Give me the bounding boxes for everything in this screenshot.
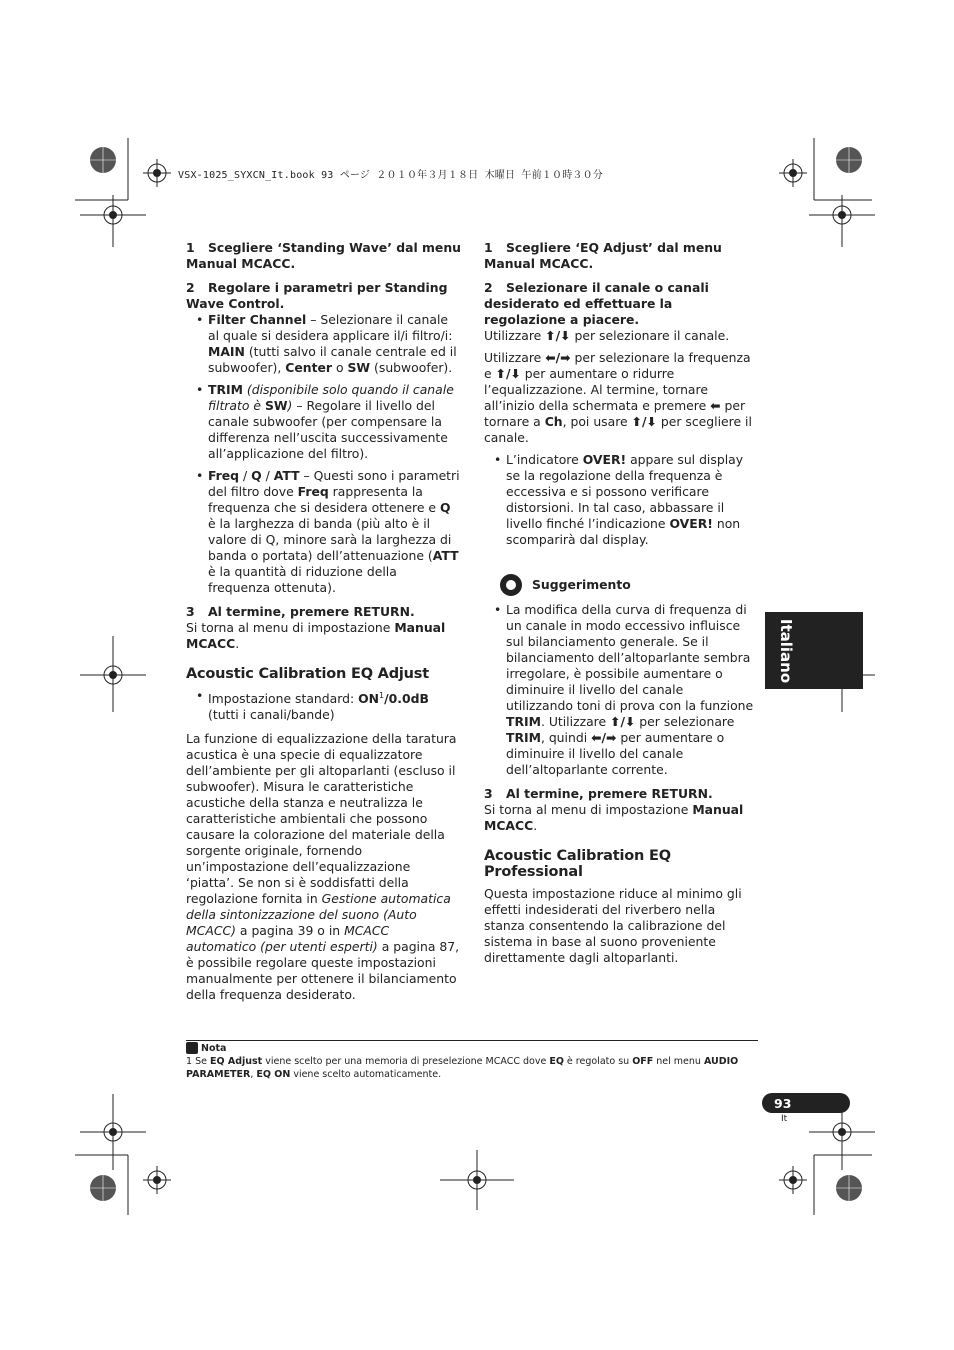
list-item: • TRIM (disponibile solo quando il canale filtrato è SW) – Regolare il livello del canale subwoofer (per compensare la differenza nell’uscita successivamente all’applicazione del filtro). (186, 382, 461, 462)
footnote-text: 1 Se EQ Adjust viene scelto per una memoria di preselezione MCACC dove EQ è regolato su OFF nel menu AUDIO PARAMETER, EQ ON viene scelto automaticamente. (186, 1056, 739, 1080)
step-3-text: Si torna al menu di impostazione Manual MCACC. (484, 802, 744, 833)
footnote-divider (186, 1040, 758, 1041)
step-3: 3 Al termine, premere RETURN. (186, 604, 415, 619)
list-item: • Freq / Q / ATT – Questi sono i parametri del filtro dove Freq rappresenta la frequenza che si desidera ottenere e Q è la larghezza di banda (più alto è il valore di Q, minore sarà la larghezza di banda o portata) dell’attenuazione (ATT è la quantità di riduzione della frequenza ottenuta). (186, 468, 461, 596)
list-item: • Impostazione standard: $ON^1/0.0dB$ (tutti i canali/bande) (186, 688, 461, 723)
step-3-text: Si torna al menu di impostazione Manual MCACC. (186, 620, 446, 651)
step-2: 2 Regolare i parametri per Standing Wave Control. (186, 280, 448, 311)
over-indicator-list (484, 452, 754, 548)
section-title-eq-adjust: Acoustic Calibration EQ Adjust (186, 666, 429, 682)
arrow-up-down-icon: ⬆/⬇ (610, 714, 636, 729)
tip-heading (500, 574, 754, 596)
language-tab (765, 612, 863, 689)
step-2: 2 Selezionare il canale o canali desiderato ed effettuare la regolazione a piacere. (484, 280, 709, 327)
page-language: It (781, 1114, 788, 1124)
select-channel-text: Utilizzare ⬆/⬇ per selezionare il canale. (484, 328, 730, 343)
arrow-left-right-icon: ⬅/➡ (591, 730, 617, 745)
step-3: 3 Al termine, premere RETURN. (484, 786, 713, 801)
note-heading: Nota (186, 1042, 226, 1054)
step-1: 1 Scegliere ‘EQ Adjust’ dal menu Manual MCACC. (484, 240, 722, 271)
arrow-left-right-icon: ⬅/➡ (545, 350, 571, 365)
tip-title: Suggerimento (532, 577, 631, 592)
lightbulb-icon (500, 574, 522, 596)
section-title-eq-professional: Acoustic Calibration EQ Professional (484, 848, 671, 880)
language-tab-label-wrap (773, 612, 799, 689)
default-setting-list (186, 688, 461, 723)
language-tab-label: Italiano (777, 618, 796, 683)
link-mcacc-expert[interactable]: MCACC automatico (per utenti esperti) (186, 923, 390, 955)
standing-wave-list (186, 312, 461, 596)
tip-list (484, 602, 754, 778)
footnote-ref[interactable]: 1 (379, 691, 385, 700)
list-item: • La modifica della curva di frequenza di un canale in modo eccessivo influisce sul bilanciamento generale. Se il bilanciamento dell’altoparlante sembra irregolare, è possibile aumentare o diminuire il livello del canale utilizzando toni di prova con la funzione TRIM. Utilizzare ⬆/⬇ per selezionare TRIM, quindi ⬅/➡ per aumentare o diminuire il livello del canale dell’altoparlante corrente. (484, 602, 754, 778)
arrow-left-icon: ⬅ (710, 398, 721, 413)
note-icon (186, 1042, 198, 1054)
page-number: 93 (762, 1093, 850, 1113)
left-column (186, 240, 461, 1009)
arrow-up-down-icon: ⬆/⬇ (631, 414, 657, 429)
right-column (484, 240, 754, 972)
adjust-eq-text: Utilizzare ⬅/➡ per selezionare la frequenza e ⬆/⬇ per aumentare o ridurre l’equalizzazione. Al termine, tornare all’inizio della schermata e premere ⬅ per tornare a Ch, poi usare ⬆/⬇ per scegliere il canale. (484, 350, 752, 445)
eq-professional-body: Questa impostazione riduce al minimo gli effetti indesiderati del riverbero nella stanza consentendo la calibrazione del sistema in base al suono proveniente direttamente dagli altoparlanti. (484, 886, 742, 965)
arrow-up-down-icon: ⬆/⬇ (545, 328, 571, 343)
list-item: • Filter Channel – Selezionare il canale al quale si desidera applicare il/i filtro/i: MAIN (tutti salvo il canale centrale ed il subwoofer), Center o SW (subwoofer). (186, 312, 461, 376)
step-1: 1 Scegliere ‘Standing Wave’ dal menu Manual MCACC. (186, 240, 461, 271)
arrow-up-down-icon: ⬆/⬇ (495, 366, 521, 381)
link-auto-mcacc[interactable]: Gestione automatica della sintonizzazione del suono (Auto MCACC) (186, 891, 451, 939)
eq-adjust-body: La funzione di equalizzazione della taratura acustica è una specie di equalizzatore dell’ambiente per gli altoparlanti (escluso il subwoofer). Misura le caratteristiche acustiche della stanza e neutralizza le caratteristiche ambientali che possono causare la colorazione del materiale della sorgente originale, fornendo un’impostazione dell’equalizzazione ‘piatta’. Se non si è soddisfatti della regolazione fornita in Gestione automatica della sintonizzazione del suono (Auto MCACC) a pagina 39 o in MCACC automatico (per utenti esperti) a pagina 87, è possibile regolare queste impostazioni manualmente per ottenere il bilanciamento della frequenza desiderato. (186, 731, 460, 1003)
file-header: VSX-1025_SYXCN_It.book 93 ページ ２０１０年３月１８日 木曜日 午前１０時３０分 (178, 170, 603, 181)
list-item: • L’indicatore OVER! appare sul display se la regolazione della frequenza è eccessiva e si possono verificare distorsioni. In tal caso, abbassare il livello finché l’indicazione OVER! non scomparirà dal display. (484, 452, 754, 548)
